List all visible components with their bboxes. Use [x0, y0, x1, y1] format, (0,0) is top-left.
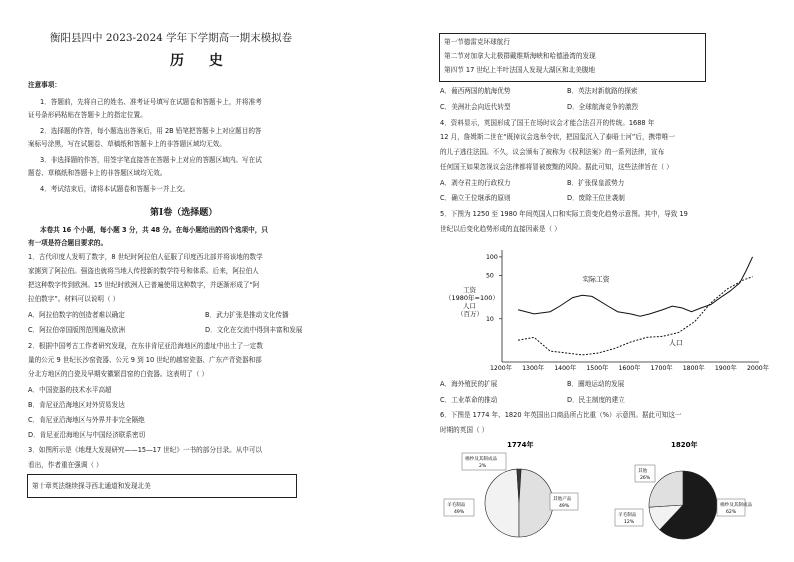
y-axis-label-pop: 人口 [463, 302, 476, 310]
x-tick-label: 1800年 [682, 365, 705, 372]
book-contents-box-right [439, 33, 706, 82]
y-tick-label: 10 [486, 315, 494, 323]
q1-option-d: D．文化在交流中得到丰富和发展 [205, 326, 303, 334]
question-6-line: 时期的英国（ ） [440, 426, 489, 434]
pie-slice-label: 棉纱及其制成品 [465, 457, 498, 462]
line-series-group [518, 257, 753, 355]
question-5-line: 5．下图为 1250 至 1980 年间英国人口和实际工资变化趋势示意图。其中，导致 19 [440, 210, 688, 218]
q3-option-d: D．全球航海竞争的激烈 [567, 103, 639, 111]
y-axis-label-base: （1980年=100） [445, 294, 499, 302]
q4-option-a: A．剥夺君主的行政权力 [440, 179, 511, 187]
note-line: 1．答题前，先将自己的姓名、准考证号填写在试题卷和答题卡上，并将准考 [40, 98, 262, 106]
question-4-line: 12 月，詹姆斯二世在“既掉议会选举令状，把国玺沉入了泰晤士河”后，携带唯一 [440, 133, 675, 141]
pie-title: 1774年 [507, 441, 534, 449]
q3-option-a: A．葡西两国的航海优势 [440, 87, 511, 95]
section-intro: 有一项是符合题目要求的。 [28, 239, 108, 247]
population-wage-line-chart [437, 240, 767, 372]
y-tick-label: 100 [486, 253, 498, 261]
pie-slice-value: 26% [640, 476, 651, 481]
q4-option-d: D．废除王位世袭制 [567, 194, 625, 202]
pie-chart-1820 [597, 437, 753, 552]
q4-option-b: B．扩张保皇派势力 [567, 179, 625, 187]
pie-slice-label: 棉纱及其制成品 [720, 503, 753, 508]
question-3-line: 看出，作者重在强调（ ） [28, 461, 103, 469]
y-axis-label-unit: （百万） [457, 310, 483, 318]
question-2-line: 2．根据中国考古工作者研究发现，在东非肯尼亚沿海地区的遗址中出土了一定数 [28, 342, 263, 350]
x-tick-label: 1400年 [554, 365, 577, 372]
note-line: 3．非选择题的作答，用签字笔直接答在答题卡上对应的答题区域内。写在试 [40, 156, 262, 164]
x-tick-label: 1900年 [714, 365, 737, 372]
series-line-population [518, 277, 753, 355]
book-section: 第二节对加拿大北极群戴维斯海峡和哈德逊湾的发现 [444, 52, 596, 60]
pie-slice-label: 羊毛制品 [447, 503, 466, 508]
q5-option-d: D．民主制度的建立 [567, 396, 625, 404]
question-4-line: 的儿子逃往法国。不久，议会颁布了被称为《权利法案》的一系列法律，宣布 [440, 148, 665, 156]
q2-option-a: A．中国瓷器的技术水平高超 [28, 386, 112, 394]
q5-option-b: B．圈地运动的发展 [567, 380, 625, 388]
pie-slice [485, 469, 519, 537]
book-section: 第四节 17 世纪上半叶法国人发现大湖区和北美腹地 [444, 66, 596, 74]
pie-slice-value: 2% [479, 464, 487, 469]
q3-option-c: C．美洲社会向近代转型 [440, 103, 511, 111]
pie-slice-label: 其他产品 [553, 497, 572, 502]
q3-option-b: B．英法对新航路的探索 [567, 87, 638, 95]
notes-heading: 注意事项： [28, 81, 61, 89]
q4-option-c: C．确立王位继承的原则 [440, 194, 511, 202]
subject-title: 历 史 [170, 53, 233, 69]
x-tick-label: 1200年 [490, 365, 512, 372]
question-1-line: 拉伯数字”。材料可以说明（ ） [28, 295, 120, 303]
pie-title: 1820年 [671, 441, 698, 449]
pie-slice [519, 469, 553, 537]
question-6-line: 6．下图是 1774 年、1820 年英国出口商品所占比重（%）示意图。据此可知这一 [440, 411, 682, 419]
x-tick-label: 2000年 [747, 365, 769, 372]
question-3-line: 3．如图所示是《地理大发现研究——15—17 世纪》一书的部分目录。从中可以 [28, 446, 263, 454]
right-column [397, 0, 794, 562]
y-tick-group [486, 254, 502, 323]
x-tick-label: 1600年 [618, 365, 641, 372]
question-4-line: 任何国王如果忽视议会法律都将冒被废黜的风险。据此可知，这些法律旨在（ ） [440, 163, 673, 171]
book-contents-box-left [27, 474, 297, 498]
q2-option-c: C．肯尼亚沿海地区与外界并非完全隔绝 [28, 416, 145, 424]
y-axis-label-wage: 工资 [463, 286, 476, 294]
question-1-line: 把这种数字传到欧洲。15 世纪时欧洲人已普遍使用这种数字，并逐渐形成了“阿 [28, 281, 260, 289]
series-label-wage: 实际工资 [582, 275, 610, 284]
pie-chart-1774 [442, 437, 592, 552]
q1-option-a: A．阿拉伯数字的创造者难以确定 [28, 311, 125, 319]
question-2-line: 分北方地区的白瓷及早期安徽繁昌窑的白瓷器。这表明了（ ） [28, 370, 209, 378]
exam-title: 衡阳县四中 2023-2024 学年下学期高一期末模拟卷 [50, 32, 293, 44]
note-line: 题卷、草稿纸和答题卡上的非答题区域均无效。 [28, 169, 167, 177]
question-4-line: 4．资料显示，英国形成了国王在场时议会才能合法召开的传统。1688 年 [440, 119, 655, 127]
question-1-line: 家掳到了阿拉伯。强盗也就将当地人传授新的数学符号和体系。后来，阿拉伯人 [28, 267, 259, 275]
pie-slice-value: 49% [559, 504, 570, 509]
note-line: 4．考试结束后，请将本试题卷和答题卡一并上交。 [40, 185, 190, 193]
note-line: 2．选择题的作答，每小题选出答案后，用 2B 铅笔把答题卡上对应题目的答 [40, 127, 262, 135]
q5-option-c: C．工业革命的推动 [440, 396, 498, 404]
q1-option-b: B．武力扩张是推动文化传播 [205, 311, 289, 319]
x-tick-label: 1700年 [650, 365, 673, 372]
x-tick-group [490, 364, 769, 372]
note-line: 证号条形码粘贴在答题卡上的指定位置。 [28, 111, 147, 119]
book-chapter: 第十章英法继续探寻西北通道和发现北美 [32, 482, 151, 490]
y-tick-label: 50 [486, 272, 494, 280]
section-title: 第Ⅰ卷（选择题） [150, 208, 218, 218]
q2-option-b: B．肯尼亚沿海地区对外贸易发达 [28, 401, 125, 409]
q5-option-a: A．海外殖民的扩展 [440, 380, 498, 388]
question-2-line: 量的公元 9 世纪长沙窑瓷器、公元 9 到 10 世纪的越窑瓷器、广东产青瓷器和部 [28, 356, 262, 364]
pie-slice-label: 羊毛制品 [618, 513, 637, 518]
question-5-line: 世纪以后变化趋势形成的直接因素是（ ） [440, 225, 561, 233]
pie-slice-label: 其他 [638, 469, 648, 474]
pie-slice-value: 62% [726, 510, 737, 515]
series-line-wage [518, 257, 753, 316]
book-section: 第一节德雷克环球航行 [444, 38, 510, 46]
x-tick-label: 1300年 [522, 365, 545, 372]
q2-option-d: D．肯尼亚沿海地区与中国经济联系密切 [28, 431, 146, 439]
x-tick-label: 1500年 [586, 365, 609, 372]
question-1-line: 1．古代印度人发明了数字，8 世纪时阿拉伯人征服了印度西北部并将该地的数学 [28, 253, 263, 261]
series-label-population: 人口 [669, 338, 683, 347]
pie-slice-value: 12% [624, 520, 635, 525]
pie-slice-value: 49% [454, 510, 465, 515]
section-intro: 本卷共 16 个小题，每小题 3 分，共 48 分。在每小题给出的四个选项中，只 [40, 226, 268, 234]
note-line: 案标号涂黑，写在试题卷、草稿纸和答题卡上的非答题区域均无效。 [28, 140, 226, 148]
q1-option-c: C．阿拉伯帝国版图范围遍及欧洲 [28, 326, 125, 334]
